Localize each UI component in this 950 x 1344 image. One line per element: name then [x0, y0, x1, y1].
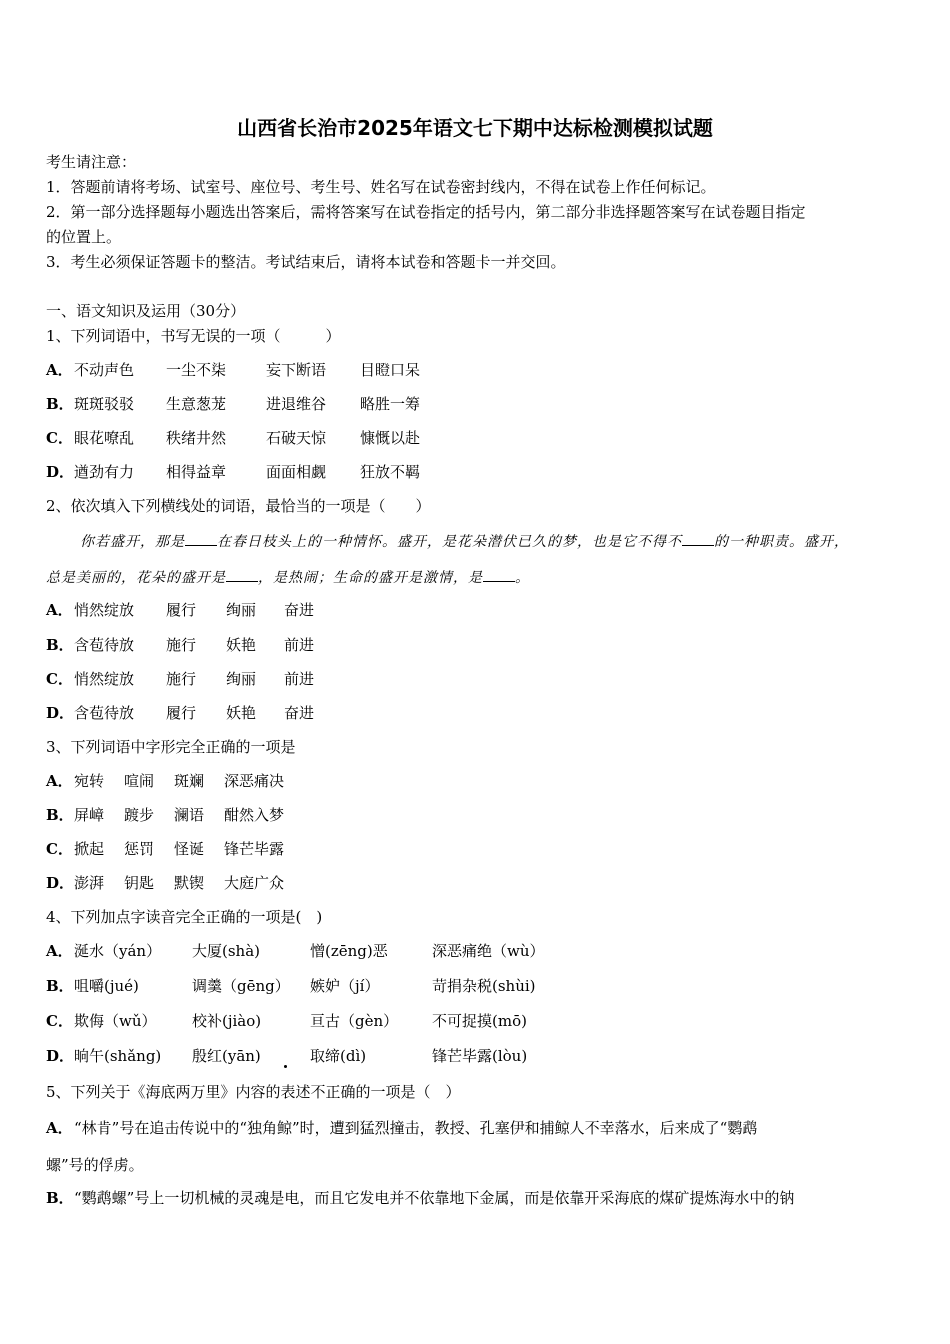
option-word: 深恶痛决: [224, 772, 285, 790]
option-word: 屏嶂: [74, 806, 105, 824]
q2-option-a: [46, 601, 314, 619]
option-word: 涎水（yán）: [74, 942, 162, 960]
passage-text: 。: [515, 570, 530, 586]
q4-option-a: [46, 942, 545, 960]
option-word: 酣然入梦: [224, 806, 285, 824]
option-label: D．: [46, 704, 75, 722]
option-word: 欺侮（wǔ）: [74, 1012, 157, 1030]
q3-option-d: [46, 874, 284, 892]
q1-option-b: [46, 395, 420, 413]
option-word: 相得益章: [166, 463, 227, 481]
notice-item-3: 3．考生必须保证答题卡的整洁。考试结束后，请将本试卷和答题卡一并交回。: [46, 253, 566, 271]
q2-option-b: [46, 636, 314, 654]
option-word: 咀嚼(jué): [74, 977, 139, 995]
passage-text: ，是热闹；生命的盛开是激情，是: [258, 570, 483, 586]
q4-option-c: [46, 1012, 527, 1030]
option-word: 奋进: [284, 601, 315, 619]
passage-text: 总是美丽的，花朵的盛开是: [46, 570, 226, 586]
option-word: 妖艳: [226, 636, 257, 654]
notice-item-2-cont: 的位置上。: [46, 228, 122, 246]
option-word: 校补(jiào): [192, 1012, 262, 1030]
option-word: 石破天惊: [266, 429, 327, 447]
option-word: 履行: [166, 601, 197, 619]
notice-heading: 考生请注意：: [46, 153, 137, 171]
option-word: 目瞪口呆: [360, 361, 421, 379]
fill-blank: [185, 531, 217, 546]
fill-blank: [226, 567, 258, 582]
page-title: 山西省长治市2025年语文七下期中达标检测模拟试题: [237, 116, 713, 140]
option-word: 慷慨以赴: [360, 429, 421, 447]
q1-option-a: [46, 361, 420, 379]
q2-passage-line-1: [80, 531, 849, 551]
passage-text: 在春日枝头上的一种情怀。盛开，是花朵潜伏已久的梦，也是它不得不: [217, 534, 682, 550]
option-word: 绚丽: [226, 670, 257, 688]
option-label: D．: [46, 874, 75, 892]
option-word: 悄然绽放: [74, 601, 135, 619]
option-label: A．: [46, 601, 73, 619]
option-word: 斑斓: [174, 772, 205, 790]
q3-option-b: [46, 806, 284, 824]
option-label: C．: [46, 840, 73, 858]
q5-option-a-line-1: [46, 1119, 757, 1137]
option-word: 进退维谷: [266, 395, 327, 413]
option-word: 妖艳: [226, 704, 257, 722]
option-word: 生意葱茏: [166, 395, 227, 413]
option-word: 澜语: [174, 806, 205, 824]
passage-text: 你若盛开，那是: [80, 534, 185, 550]
option-word: 略胜一筹: [360, 395, 421, 413]
option-word: 惩罚: [124, 840, 155, 858]
option-word: 苛捐杂税(shùi): [432, 977, 536, 995]
q2-passage-line-2: [46, 567, 530, 587]
notice-item-2: 2．第一部分选择题每小题选出答案后，需将答案写在试卷指定的括号内，第二部分非选择题答案写在试卷题目指定: [46, 203, 806, 221]
option-label: A．: [46, 772, 73, 790]
option-label: B．: [46, 1189, 74, 1207]
notice-item-1: 1．答题前请将考场、试室号、座位号、考生号、姓名写在试卷密封线内，不得在试卷上作任何标记。: [46, 178, 716, 196]
option-word: 晌午(shǎng): [74, 1047, 162, 1065]
option-word: 不可捉摸(mō): [432, 1012, 527, 1030]
question-1-stem: 1、下列词语中，书写无误的一项（ ）: [46, 327, 341, 345]
option-word: 施行: [166, 670, 197, 688]
option-word: 喧闹: [124, 772, 155, 790]
option-word: 履行: [166, 704, 197, 722]
option-word: 殷红(yān): [192, 1047, 261, 1065]
option-word: 澎湃: [74, 874, 105, 892]
option-text: “鹦鹉螺”号上一切机械的灵魂是电，而且它发电并不依靠地下金属，而是依靠开采海底的煤矿提炼海水中的钠: [74, 1189, 795, 1207]
option-label: C．: [46, 429, 73, 447]
option-word: 怪诞: [174, 840, 205, 858]
q2-option-d: [46, 704, 314, 722]
option-label: C．: [46, 670, 73, 688]
question-3-stem: 3、下列词语中字形完全正确的一项是: [46, 738, 296, 756]
option-word: 狂放不羁: [360, 463, 421, 481]
fill-blank: [483, 567, 515, 582]
option-word: 锋芒毕露(lòu): [432, 1047, 528, 1065]
q5-option-b-line-1: [46, 1189, 794, 1207]
option-word: 面面相觑: [266, 463, 327, 481]
question-2-stem: 2、依次填入下列横线处的词语，最恰当的一项是（ ）: [46, 497, 431, 515]
option-word: 悄然绽放: [74, 670, 135, 688]
option-word: 憎(zēng)恶: [310, 942, 388, 960]
option-label: B．: [46, 395, 74, 413]
option-word: 钥匙: [124, 874, 155, 892]
option-word: 前进: [284, 636, 315, 654]
question-4-stem: 4、下列加点字读音完全正确的一项是( ): [46, 908, 323, 926]
option-label: B．: [46, 636, 74, 654]
q2-option-c: [46, 670, 314, 688]
option-word: 含苞待放: [74, 704, 135, 722]
emphasis-dot: [284, 1065, 287, 1068]
passage-text: 的一种职责。盛开，: [714, 534, 849, 550]
option-word: 奋进: [284, 704, 315, 722]
option-word: 眼花嘹乱: [74, 429, 135, 447]
option-word: 妄下断语: [266, 361, 327, 379]
fill-blank: [682, 531, 714, 546]
q4-option-d: [46, 1047, 527, 1065]
option-word: 大厦(shà): [192, 942, 261, 960]
q1-option-d: [46, 463, 420, 481]
option-word: 不动声色: [74, 361, 135, 379]
option-word: 遒劲有力: [74, 463, 135, 481]
option-label: D．: [46, 463, 75, 481]
q3-option-a: [46, 772, 284, 790]
q5-option-a-line-2: 螺”号的俘虏。: [46, 1156, 144, 1174]
option-word: 亘古（gèn）: [310, 1012, 399, 1030]
option-word: 默锲: [174, 874, 205, 892]
q1-option-c: [46, 429, 420, 447]
option-word: 大庭广众: [224, 874, 285, 892]
option-label: A．: [46, 1119, 73, 1137]
option-label: A．: [46, 361, 73, 379]
option-word: 取缔(dì): [310, 1047, 367, 1065]
option-word: 踱步: [124, 806, 155, 824]
option-word: 嫉妒（jí）: [310, 977, 380, 995]
option-label: B．: [46, 977, 74, 995]
option-word: 秩绪井然: [166, 429, 227, 447]
option-word: 一尘不柒: [166, 361, 227, 379]
section-heading: 一、语文知识及运用（30分）: [46, 302, 246, 320]
option-label: B．: [46, 806, 74, 824]
option-word: 锋芒毕露: [224, 840, 285, 858]
option-word: 掀起: [74, 840, 105, 858]
option-word: 宛转: [74, 772, 105, 790]
option-label: D．: [46, 1047, 75, 1065]
question-5-stem: 5、下列关于《海底两万里》内容的表述不正确的一项是（ ）: [46, 1083, 461, 1101]
option-word: 施行: [166, 636, 197, 654]
q4-option-b: [46, 977, 536, 995]
option-word: 调羹（gēng）: [192, 977, 290, 995]
option-word: 斑斑驳驳: [74, 395, 135, 413]
option-text: “林肯”号在追击传说中的“独角鲸”时，遭到猛烈撞击，教授、孔塞伊和捕鲸人不幸落水，后来成了“鹦鹉: [74, 1119, 758, 1137]
option-word: 绚丽: [226, 601, 257, 619]
option-word: 含苞待放: [74, 636, 135, 654]
option-word: 前进: [284, 670, 315, 688]
option-label: C．: [46, 1012, 73, 1030]
option-word: 深恶痛绝（wù）: [432, 942, 545, 960]
q3-option-c: [46, 840, 284, 858]
option-label: A．: [46, 942, 73, 960]
